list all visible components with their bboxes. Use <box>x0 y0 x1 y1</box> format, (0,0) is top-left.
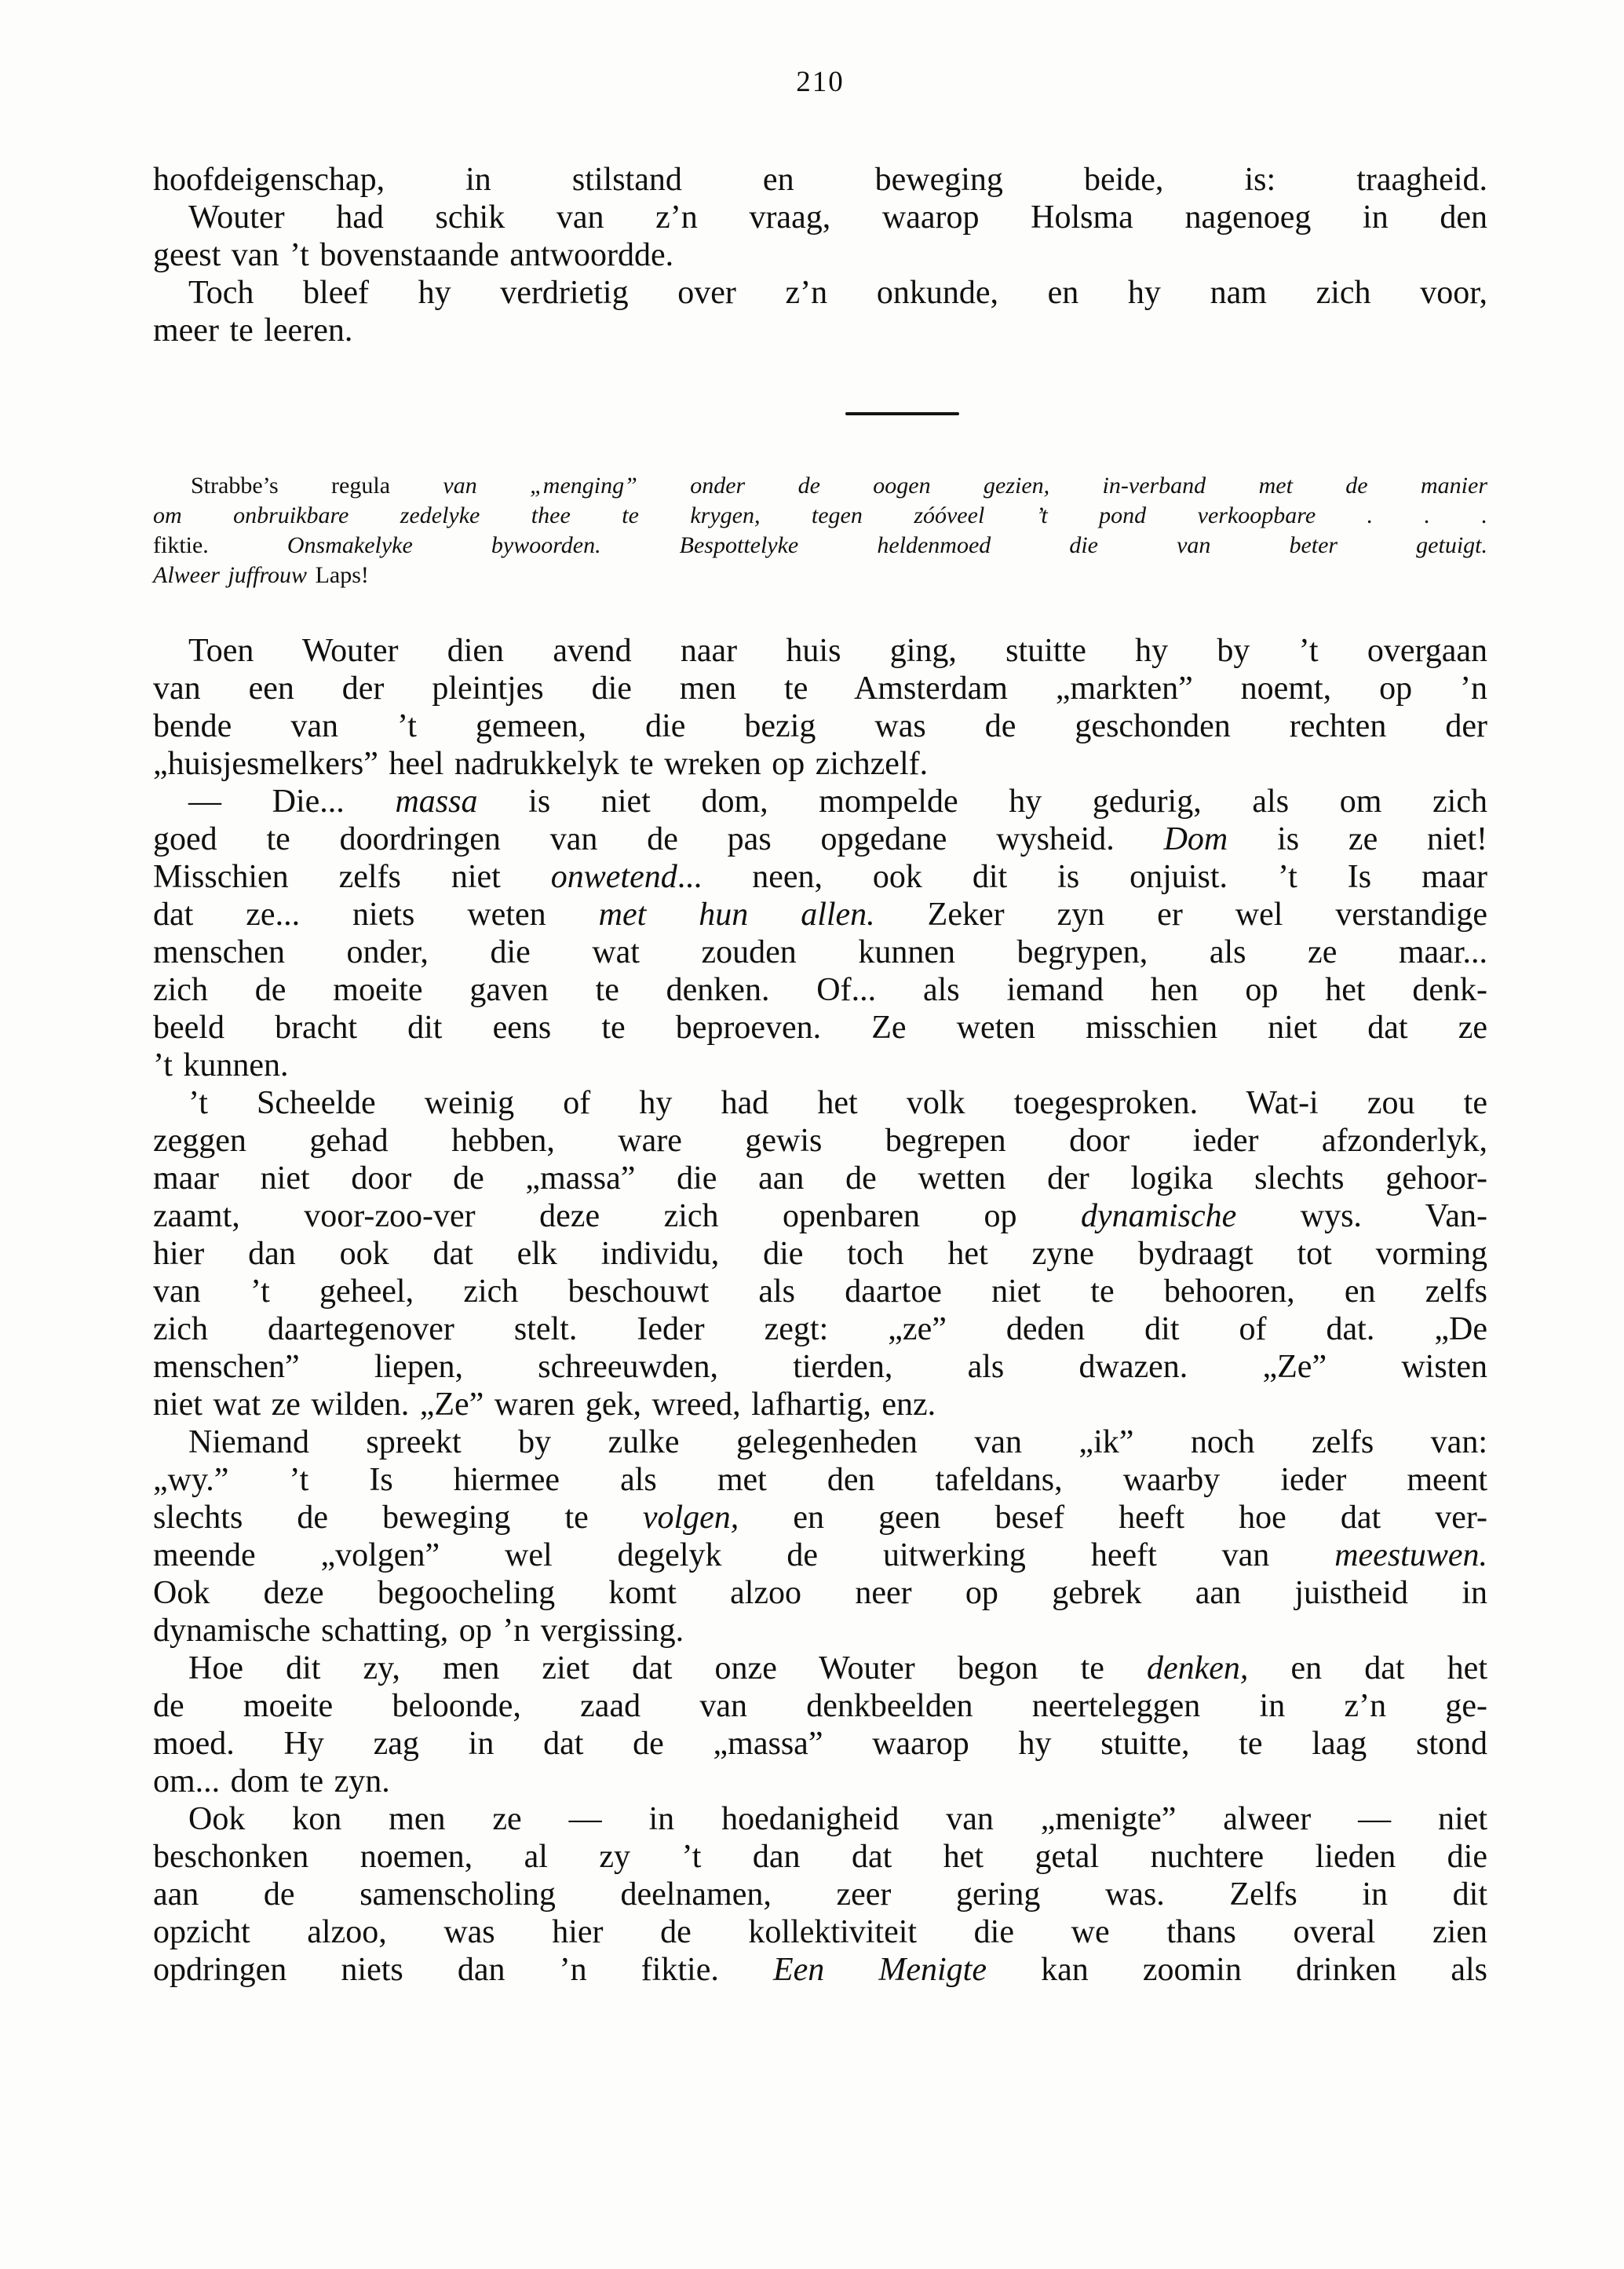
text-line <box>153 312 1487 349</box>
text-segment: is niet dom, mompelde hy gedurig, als om zich <box>477 784 1487 820</box>
text-line <box>153 1386 1487 1423</box>
text-line <box>153 1499 1487 1536</box>
text-segment: Misschien zelfs niet <box>153 859 551 895</box>
text-segment: maar niet door de „massa” die aan de wetten der logika slechts gehoor- <box>153 1160 1487 1197</box>
text-segment: aan de samenscholing deelnamen, zeer gering was. Zelfs in dit <box>153 1876 1487 1913</box>
text-segment: zeggen gehad hebben, ware gewis begrepen door ieder afzonderlyk, <box>153 1123 1487 1159</box>
italic-text-segment: Een Menigte <box>772 1952 987 1988</box>
text-line <box>153 670 1487 707</box>
text-line <box>153 274 1487 312</box>
text-line <box>153 531 1487 561</box>
text-segment: zich de moeite gaven te denken. Of... als iemand hen op het denk- <box>153 972 1487 1008</box>
text-segment: Ook deze begoocheling komt alzoo neer op gebrek aan juistheid in <box>153 1575 1487 1611</box>
text-line <box>153 934 1487 971</box>
text-segment: van ’t geheel, zich beschouwt als daartoe niet te behooren, en zelfs <box>153 1273 1487 1310</box>
text-segment: meer te leeren. <box>153 312 353 349</box>
italic-text-segment: onwetend <box>550 859 677 895</box>
text-line <box>153 1650 1487 1687</box>
text-segment: de moeite beloonde, zaad van denkbeelden neerteleggen in z’n ge- <box>153 1688 1487 1724</box>
text-segment: om... dom te zyn. <box>153 1763 390 1799</box>
text-segment: niet wat ze wilden. „Ze” waren gek, wreed, lafhartig, enz. <box>153 1387 936 1423</box>
italic-text-segment: om onbruikbare zedelyke thee te krygen, tegen zóóveel ’t pond verkoopbare . . . <box>153 502 1487 528</box>
text-segment: Ook kon men ze — in hoedanigheid van „menigte” alweer — niet <box>188 1801 1487 1837</box>
text-segment: zich daartegenover stelt. Ieder zegt: „ze” deden dit of dat. „De <box>153 1311 1487 1347</box>
text-segment: en geen besef heeft hoe dat ver- <box>739 1500 1488 1536</box>
text-line <box>153 161 1487 199</box>
text-line <box>153 561 1487 590</box>
text-segment: Wouter had schik van z’n vraag, waarop Holsma nagenoeg in den <box>188 199 1487 236</box>
text-line <box>153 1800 1487 1838</box>
text-line <box>153 1612 1487 1650</box>
text-line <box>153 1310 1487 1348</box>
text-segment: opdringen niets dan ’n fiktie. <box>153 1952 773 1988</box>
text-line <box>153 1763 1487 1800</box>
text-segment: hier dan ook dat elk individu, die toch het zyne bydraagt tot vorming <box>153 1236 1487 1272</box>
italic-text-segment: met hun allen. <box>598 897 875 933</box>
text-segment: ... neen, ook dit is onjuist. ’t Is maar <box>677 859 1488 895</box>
text-segment: opzicht alzoo, was hier de kollektiviteit die we thans overal zien <box>153 1914 1487 1950</box>
text-line <box>153 236 1487 274</box>
text-line <box>153 1461 1487 1499</box>
italic-text-segment: Alweer juffrouw <box>153 562 316 588</box>
text-line <box>153 1536 1487 1574</box>
text-line <box>153 896 1487 934</box>
text-segment: beschonken noemen, al zy ’t dan dat het getal nuchtere lieden die <box>153 1839 1487 1875</box>
body-paragraphs <box>153 632 1487 1989</box>
text-segment: dynamische schatting, op ’n vergissing. <box>153 1613 684 1649</box>
text-segment: hoofdeigenschap, in stilstand en beweging beide, is: traagheid. <box>153 162 1487 198</box>
chapter-summary <box>153 471 1487 590</box>
italic-text-segment: dynamische <box>1080 1198 1237 1234</box>
text-line <box>153 745 1487 783</box>
intro-paragraphs <box>153 161 1487 349</box>
text-line <box>153 1725 1487 1763</box>
text-line <box>153 1122 1487 1160</box>
text-line <box>153 1348 1487 1386</box>
italic-text-segment: Onsmakelyke bywoorden. Bespottelyke heldenmoed die van beter getuigt. <box>286 532 1487 558</box>
text-line <box>153 1574 1487 1612</box>
page-number: 210 <box>796 66 845 98</box>
text-segment: is ze niet! <box>1228 821 1488 857</box>
text-segment: Toen Wouter dien avend naar huis ging, stuitte hy by ’t overgaan <box>188 633 1487 669</box>
text-line <box>153 1009 1487 1047</box>
text-line <box>153 707 1487 745</box>
text-segment: menschen onder, die wat zouden kunnen begrypen, als ze maar... <box>153 934 1487 970</box>
italic-text-segment: meestuwen. <box>1334 1537 1487 1573</box>
text-line <box>153 1951 1487 1989</box>
text-line <box>153 199 1487 236</box>
text-line <box>153 1423 1487 1461</box>
text-line <box>153 1687 1487 1725</box>
text-segment: „huisjesmelkers” heel nadrukkelyk te wreken op zichzelf. <box>153 746 929 782</box>
text-line <box>153 1160 1487 1197</box>
text-segment: Hoe dit zy, men ziet dat onze Wouter begon te <box>188 1650 1147 1686</box>
text-line <box>153 858 1487 896</box>
italic-text-segment: van „menging” onder de oogen gezien, in-verband met de manier <box>443 473 1487 499</box>
text-line <box>153 971 1487 1009</box>
text-segment: beeld bracht dit eens te beproeven. Ze weten misschien niet dat ze <box>153 1010 1487 1046</box>
text-line <box>153 820 1487 858</box>
text-segment: „wy.” ’t Is hiermee als met den tafeldans, waarby ieder meent <box>153 1462 1487 1498</box>
italic-text-segment: massa <box>395 784 478 820</box>
text-segment: fiktie. <box>153 532 287 558</box>
section-divider-rule <box>845 412 959 415</box>
text-segment: bende van ’t gemeen, die bezig was de geschonden rechten der <box>153 708 1487 744</box>
text-line <box>153 783 1487 820</box>
text-line <box>153 1273 1487 1310</box>
text-segment: Niemand spreekt by zulke gelegenheden van „ik” noch zelfs van: <box>188 1424 1487 1460</box>
text-line <box>153 1197 1487 1235</box>
text-segment: goed te doordringen van de pas opgedane wysheid. <box>153 821 1164 857</box>
text-line <box>153 1876 1487 1913</box>
text-segment: moed. Hy zag in dat de „massa” waarop hy stuitte, te laag stond <box>153 1726 1487 1762</box>
italic-text-segment: denken, <box>1147 1650 1249 1686</box>
text-segment: Zeker zyn er wel verstandige <box>874 897 1487 933</box>
text-line <box>153 501 1487 531</box>
text-segment: zaamt, voor-zoo-ver deze zich openbaren op <box>153 1198 1081 1234</box>
text-segment: geest van ’t bovenstaande antwoordde. <box>153 237 674 273</box>
italic-text-segment: Dom <box>1163 821 1228 857</box>
text-segment: Laps! <box>315 562 369 588</box>
text-segment: — Die... <box>188 784 396 820</box>
text-line <box>153 1838 1487 1876</box>
text-segment: kan zoomin drinken als <box>986 1952 1488 1988</box>
text-line <box>153 1084 1487 1122</box>
text-segment: wys. Van- <box>1236 1198 1487 1234</box>
text-segment: Toch bleef hy verdrietig over z’n onkunde, en hy nam zich voor, <box>188 275 1487 311</box>
text-segment: Strabbe’s regula <box>191 473 443 499</box>
italic-text-segment: volgen, <box>642 1500 739 1536</box>
text-line <box>153 632 1487 670</box>
text-line <box>153 471 1487 501</box>
text-segment: van een der pleintjes die men te Amsterdam „markten” noemt, op ’n <box>153 670 1487 707</box>
text-segment: meende „volgen” wel degelyk de uitwerking heeft van <box>153 1537 1335 1573</box>
text-line <box>153 1913 1487 1951</box>
text-segment: ’t Scheelde weinig of hy had het volk toegesproken. Wat-i zou te <box>188 1085 1487 1121</box>
text-segment: en dat het <box>1248 1650 1487 1686</box>
text-segment: menschen” liepen, schreeuwden, tierden, als dwazen. „Ze” wisten <box>153 1349 1487 1385</box>
text-segment: dat ze... niets weten <box>153 897 599 933</box>
text-segment: ’t kunnen. <box>153 1047 289 1083</box>
text-line <box>153 1235 1487 1273</box>
text-segment: slechts de beweging te <box>153 1500 643 1536</box>
text-line <box>153 1047 1487 1084</box>
